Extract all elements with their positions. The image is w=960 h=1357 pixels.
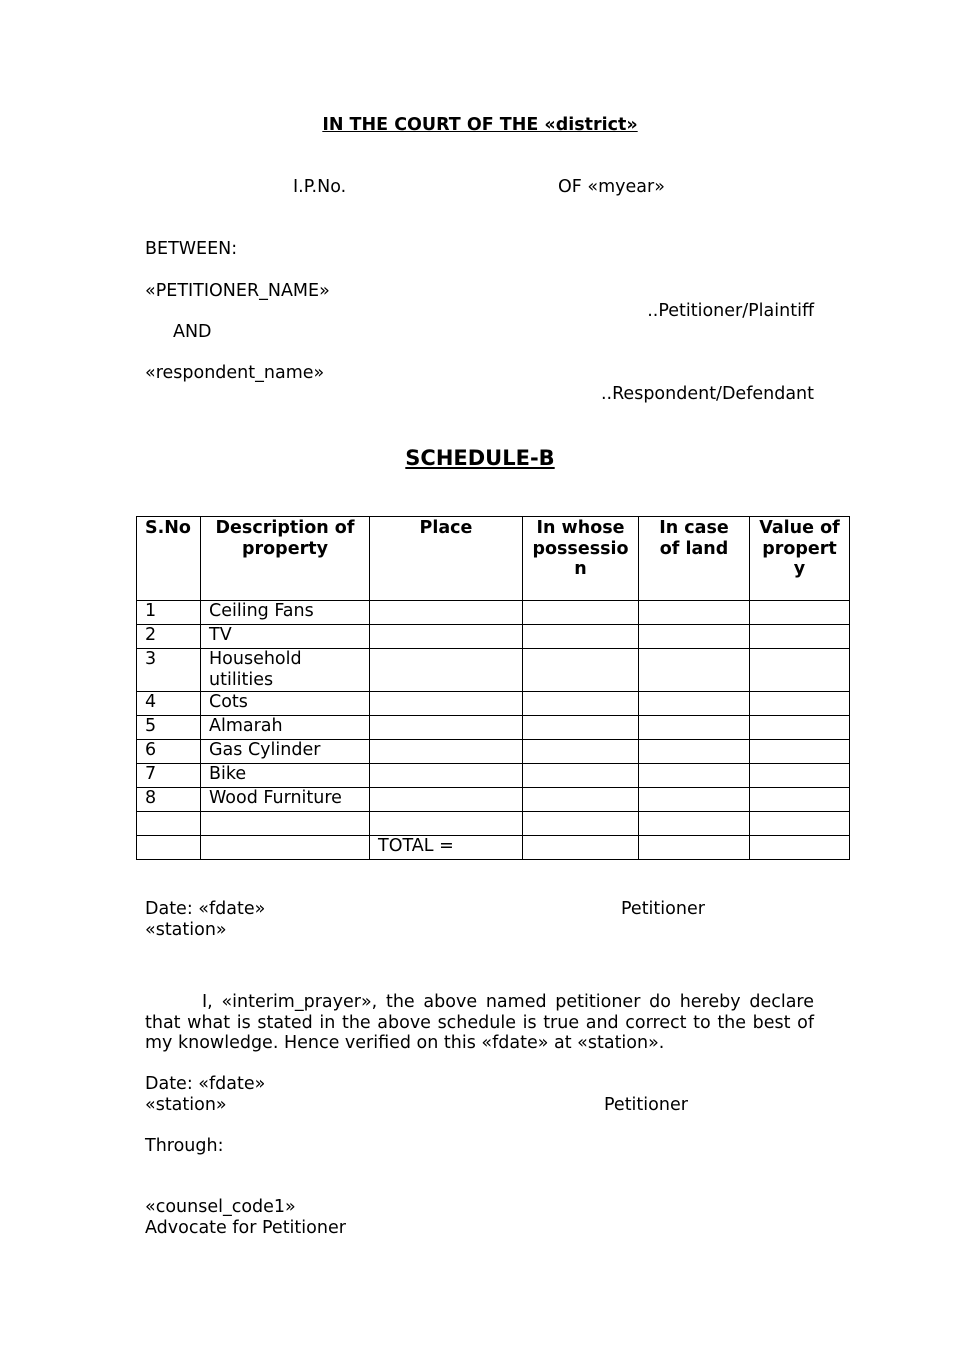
row-value xyxy=(750,788,850,812)
row-place xyxy=(370,625,523,649)
row-description: Bike xyxy=(201,764,370,788)
counsel-code: «counsel_code1» xyxy=(145,1197,296,1217)
and-label: AND xyxy=(173,322,212,342)
empty-cell xyxy=(201,836,370,860)
row-place xyxy=(370,649,523,692)
row-land xyxy=(639,716,750,740)
row-possession xyxy=(523,649,639,692)
total-value xyxy=(750,836,850,860)
column-header-value: Value of property xyxy=(750,517,850,601)
table-row xyxy=(137,740,850,764)
respondent-name: «respondent_name» xyxy=(145,363,325,383)
row-possession xyxy=(523,601,639,625)
row-value xyxy=(750,649,850,692)
row-description: Cots xyxy=(201,692,370,716)
row-sno: 4 xyxy=(137,692,201,716)
court-title: IN THE COURT OF THE «district» xyxy=(322,115,638,135)
row-possession xyxy=(523,740,639,764)
row-possession xyxy=(523,788,639,812)
row-sno: 5 xyxy=(137,716,201,740)
row-value xyxy=(750,740,850,764)
table-row xyxy=(137,788,850,812)
row-value xyxy=(750,601,850,625)
verification-paragraph xyxy=(145,992,814,1054)
empty-cell xyxy=(201,812,370,836)
row-place xyxy=(370,716,523,740)
row-land xyxy=(639,625,750,649)
petitioner-signature-label: Petitioner xyxy=(604,1095,688,1115)
row-description: Almarah xyxy=(201,716,370,740)
row-sno: 1 xyxy=(137,601,201,625)
row-land xyxy=(639,788,750,812)
column-header-possession: In whose possession xyxy=(523,517,639,601)
empty-cell xyxy=(137,812,201,836)
row-description: Gas Cylinder xyxy=(201,740,370,764)
station-line: «station» xyxy=(145,920,227,940)
row-sno: 7 xyxy=(137,764,201,788)
row-possession xyxy=(523,692,639,716)
table-row xyxy=(137,649,850,692)
column-header-land: In case of land xyxy=(639,517,750,601)
empty-cell xyxy=(639,836,750,860)
table-row xyxy=(137,764,850,788)
empty-cell xyxy=(639,812,750,836)
empty-cell xyxy=(370,812,523,836)
petitioner-signature-label: Petitioner xyxy=(621,899,705,919)
empty-row xyxy=(137,812,850,836)
row-land xyxy=(639,740,750,764)
row-place xyxy=(370,788,523,812)
row-description: Ceiling Fans xyxy=(201,601,370,625)
total-label: TOTAL = xyxy=(370,836,523,860)
total-row xyxy=(137,836,850,860)
empty-cell xyxy=(137,836,201,860)
station-line: «station» xyxy=(145,1095,227,1115)
row-land xyxy=(639,649,750,692)
row-land xyxy=(639,764,750,788)
row-place xyxy=(370,692,523,716)
row-description: TV xyxy=(201,625,370,649)
row-value xyxy=(750,625,850,649)
schedule-table xyxy=(136,516,850,860)
row-possession xyxy=(523,625,639,649)
row-possession xyxy=(523,716,639,740)
petitioner-role: ..Petitioner/Plaintiff xyxy=(647,301,814,321)
row-land xyxy=(639,601,750,625)
through-label: Through: xyxy=(145,1136,224,1156)
row-place xyxy=(370,601,523,625)
row-sno: 3 xyxy=(137,649,201,692)
row-sno: 2 xyxy=(137,625,201,649)
row-value xyxy=(750,716,850,740)
row-possession xyxy=(523,764,639,788)
column-header-description: Description of property xyxy=(201,517,370,601)
respondent-role: ..Respondent/Defendant xyxy=(600,384,814,404)
between-label: BETWEEN: xyxy=(145,239,238,259)
row-value xyxy=(750,764,850,788)
column-header-place: Place xyxy=(370,517,523,601)
row-land xyxy=(639,692,750,716)
row-place xyxy=(370,740,523,764)
row-place xyxy=(370,764,523,788)
case-year: OF «myear» xyxy=(558,177,665,197)
table-row xyxy=(137,716,850,740)
schedule-title: SCHEDULE-B xyxy=(405,446,555,470)
verification-text: I, «interim_prayer», the above named petitioner do hereby declare that what is stated in the above schedule is true and correct to the best of my knowledge. Hence verified on this «fdate» at «station». xyxy=(145,992,814,1054)
petitioner-name: «PETITIONER_NAME» xyxy=(145,281,330,301)
column-header-sno: S.No xyxy=(137,517,201,601)
table-row xyxy=(137,601,850,625)
advocate-label: Advocate for Petitioner xyxy=(145,1218,346,1238)
row-sno: 8 xyxy=(137,788,201,812)
table-row xyxy=(137,692,850,716)
date-line: Date: «fdate» xyxy=(145,1074,266,1094)
date-line: Date: «fdate» xyxy=(145,899,266,919)
row-description: Household utilities xyxy=(201,649,370,692)
row-sno: 6 xyxy=(137,740,201,764)
empty-cell xyxy=(750,812,850,836)
empty-cell xyxy=(523,812,639,836)
row-value xyxy=(750,692,850,716)
row-description: Wood Furniture xyxy=(201,788,370,812)
table-header-row xyxy=(137,517,850,601)
ip-number-label: I.P.No. xyxy=(293,177,347,197)
empty-cell xyxy=(523,836,639,860)
table-row xyxy=(137,625,850,649)
